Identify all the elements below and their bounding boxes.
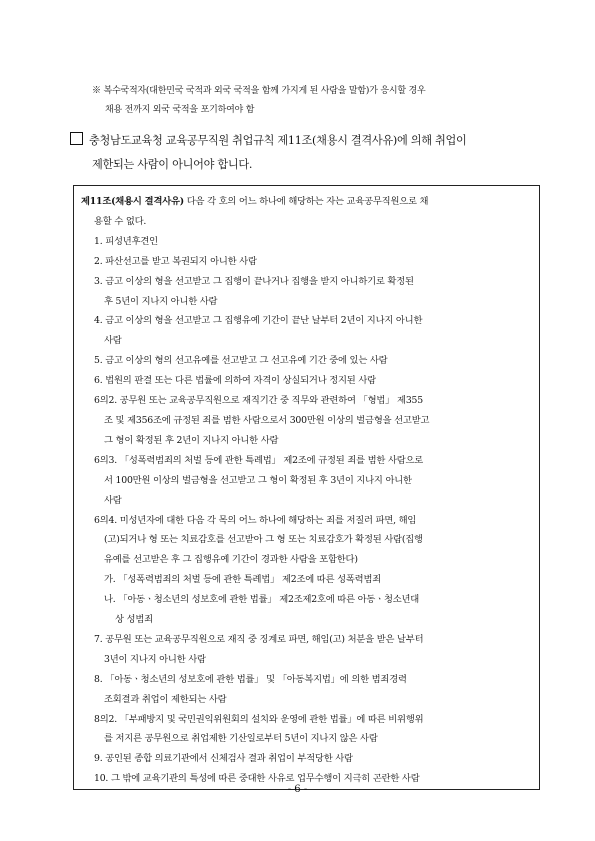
- dual-nationality-note: [92, 82, 552, 120]
- article-item-line: 가. 「성폭력범죄의 처벌 등에 관한 특례법」 제2조에 따른 성폭력범죄: [104, 574, 382, 586]
- article-item-line: 3년이 지나지 아니한 사람: [104, 653, 206, 665]
- condition-line: 제한되는 사람이 아니어야 합니다.: [92, 158, 253, 171]
- condition-line: 충청남도교육청 교육공무직원 취업규칙 제11조(채용시 결격사유)에 의해 취업이: [89, 134, 467, 147]
- checkbox-square-icon: [70, 132, 83, 145]
- article-item-line: 상 성범죄: [115, 614, 153, 626]
- note-line: ※ 복수국적자(대한민국 국적과 외국 국적을 함께 가지게 된 사람을 말함)가 응시할 경우: [92, 86, 426, 96]
- article-item-line: 서 100만원 이상의 벌금형을 선고받고 그 형이 확정된 후 3년이 지나지 아니한: [104, 474, 412, 486]
- article-item-line: 를 저지른 공무원으로 취업제한 기산일로부터 5년이 지나지 않은 사람: [104, 733, 378, 745]
- article-item-line: 10. 그 밖에 교육기관의 특성에 따른 중대한 사유로 업무수행이 지극히 곤란한 사람: [94, 773, 420, 785]
- article-item-line: 유예를 선고받은 후 그 집행유예 기간이 경과한 사람을 포함한다): [104, 554, 358, 566]
- article-content: [81, 192, 536, 789]
- article-item-line: (고)되거나 형 또는 치료감호를 선고받아 그 형 또는 치료감호가 확정된 사람(집행: [104, 534, 423, 546]
- article-item-line: 8. 「아동ㆍ청소년의 성보호에 관한 법률」 및 「아동복지법」에 의한 범죄경력: [94, 673, 407, 685]
- article-box: [73, 185, 540, 790]
- article-intro: 다음 각 호의 어느 하나에 해당하는 자는 교육공무직원으로 채: [184, 196, 429, 207]
- article-item-line: 조회결과 취업이 제한되는 사람: [104, 693, 227, 705]
- article-item-line: 6의4. 미성년자에 대한 다음 각 목의 어느 하나에 해당하는 죄를 저질러 파면, 해임: [94, 514, 417, 526]
- article-item-line: 6의2. 공무원 또는 교육공무직원으로 재직기간 중 직무와 관련하여 「형법」 제355: [94, 395, 423, 407]
- article-item-line: 후 5년이 지나지 아니한 사람: [104, 295, 218, 307]
- article-item-line: 그 형이 확정된 후 2년이 지나지 아니한 사람: [104, 434, 279, 446]
- note-line: 채용 전까지 외국 국적을 포기하여야 함: [105, 105, 255, 115]
- article-item-line: 1. 피성년후견인: [94, 235, 158, 247]
- article-item-line: 3. 금고 이상의 형을 선고받고 그 집행이 끝나거나 집행을 받지 아니하기로 확정된: [94, 275, 414, 287]
- article-item-line: 4. 금고 이상의 형을 선고받고 그 집행유예 기간이 끝난 날부터 2년이 지나지 아니한: [94, 315, 423, 327]
- article-item-line: 9. 공인된 종합 의료기관에서 신체검사 결과 취업이 부적당한 사람: [94, 753, 353, 765]
- article-item-line: 5. 금고 이상의 형의 선고유예를 선고받고 그 선고유예 기간 중에 있는 사람: [94, 355, 388, 367]
- article-item-line: 조 및 제356조에 규정된 죄를 범한 사람으로서 300만원 이상의 벌금형을 선고받고: [104, 414, 430, 426]
- article-item-line: 6. 법원의 판결 또는 다른 법률에 의하여 자격이 상실되거나 정지된 사람: [94, 375, 376, 387]
- article-item-line: 나. 「아동ㆍ청소년의 성보호에 관한 법률」 제2조제2호에 따른 아동ㆍ청소년대: [104, 594, 420, 606]
- article-item-line: 7. 공무원 또는 교육공무직원으로 재직 중 징계로 파면, 해임(고) 처분을 받은 날부터: [94, 633, 424, 645]
- article-item-line: 사람: [104, 494, 122, 506]
- page-number: - 6 -: [287, 784, 308, 795]
- article-item-line: 6의3. 「성폭력범죄의 처벌 등에 관한 특례법」 제2조에 규정된 죄를 범한 사람으로: [94, 454, 424, 466]
- article-intro-continued: 용할 수 없다.: [94, 215, 147, 227]
- article-item-line: 8의2. 「부패방지 및 국민권익위원회의 설치와 운영에 관한 법률」에 따른 비위행위: [94, 713, 424, 725]
- article-item-line: 2. 파산선고를 받고 복권되지 아니한 사람: [94, 255, 257, 267]
- eligibility-condition: [70, 129, 550, 177]
- article-item-line: 사람: [104, 335, 122, 347]
- article-heading: 제11조(채용시 결격사유): [81, 196, 184, 207]
